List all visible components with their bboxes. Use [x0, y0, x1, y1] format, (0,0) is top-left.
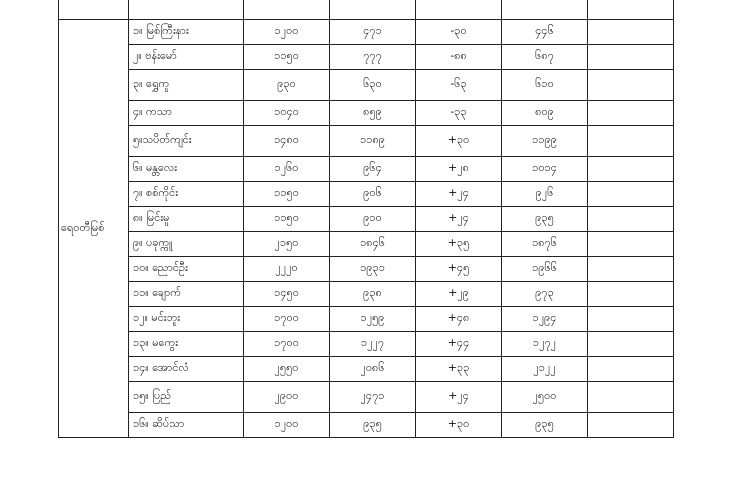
station-name-cell: ၁၃။ မကွေး — [129, 332, 244, 357]
empty-cell — [588, 257, 674, 282]
station-name-cell: ၅။သပိတ်ကျင်း — [129, 126, 244, 157]
table-row — [59, 382, 674, 413]
water-level-cell: ၁၂၅၉ — [330, 307, 416, 332]
change-cell: -၃၃ — [416, 101, 502, 126]
forecast-level-cell: ၁၂၉၄ — [502, 307, 588, 332]
empty-cell — [588, 70, 674, 101]
forecast-level-cell: ၆၈၇ — [502, 45, 588, 70]
forecast-level-cell: ၁၈၇၆ — [502, 232, 588, 257]
forecast-level-cell: ၆၁၀ — [502, 70, 588, 101]
table-row — [59, 20, 674, 45]
forecast-level-cell: ၁၉၆၆ — [502, 257, 588, 282]
forecast-level-cell: ၉၃၅ — [502, 413, 588, 438]
danger-level-cell: ၁၇၀၀ — [244, 307, 330, 332]
station-name-cell: ၆။ မန္တလေး — [129, 157, 244, 182]
water-level-cell: ၉၃၅ — [330, 413, 416, 438]
empty-cell — [588, 182, 674, 207]
empty-cell — [588, 413, 674, 438]
forecast-level-cell: ၉၇၃ — [502, 282, 588, 307]
danger-level-cell: ၉၃၀ — [244, 70, 330, 101]
table-row — [59, 257, 674, 282]
table-row — [59, 126, 674, 157]
table-row — [59, 70, 674, 101]
forecast-level-cell: ၉၃၅ — [502, 207, 588, 232]
station-name-cell: ၇။ စစ်ကိုင်း — [129, 182, 244, 207]
water-level-cell: ၂၄၇၁ — [330, 382, 416, 413]
water-level-cell: ၂၀၈၆ — [330, 357, 416, 382]
danger-level-cell: ၂၁၅၀ — [244, 232, 330, 257]
header-cell — [416, 0, 502, 20]
change-cell: -၆၃ — [416, 70, 502, 101]
station-name-cell: ၁၅။ ပြည် — [129, 382, 244, 413]
table-header-row — [59, 0, 674, 20]
danger-level-cell: ၁၁၅၀ — [244, 45, 330, 70]
water-level-cell: ၁၁၈၉ — [330, 126, 416, 157]
forecast-level-cell: ၁၂၇၂ — [502, 332, 588, 357]
station-name-cell: ၄။ ကသာ — [129, 101, 244, 126]
river-group-label: ရေဝတီမြစ် — [59, 20, 129, 438]
change-cell: +၂၈ — [416, 157, 502, 182]
table-row — [59, 101, 674, 126]
danger-level-cell: ၁၂၀၀ — [244, 20, 330, 45]
table-row — [59, 232, 674, 257]
forecast-level-cell: ၂၅၀၀ — [502, 382, 588, 413]
danger-level-cell: ၂၉၀၀ — [244, 382, 330, 413]
danger-level-cell: ၁၁၅၀ — [244, 207, 330, 232]
empty-cell — [588, 232, 674, 257]
water-level-cell: ၉၃၈ — [330, 282, 416, 307]
empty-cell — [588, 45, 674, 70]
table-row — [59, 413, 674, 438]
station-name-cell: ၂။ ဗန်းမော် — [129, 45, 244, 70]
danger-level-cell: ၁၁၅၀ — [244, 182, 330, 207]
water-level-cell: ၁၂၂၇ — [330, 332, 416, 357]
empty-cell — [588, 20, 674, 45]
header-cell — [129, 0, 244, 20]
water-level-cell: ၉၆၄ — [330, 157, 416, 182]
empty-cell — [588, 307, 674, 332]
station-name-cell: ၁။ မြစ်ကြီးနား — [129, 20, 244, 45]
danger-level-cell: ၁၂၀၀ — [244, 413, 330, 438]
station-name-cell: ၁၄။ အောင်လံ — [129, 357, 244, 382]
table-row — [59, 207, 674, 232]
forecast-level-cell: ၁၀၁၄ — [502, 157, 588, 182]
change-cell: +၄၄ — [416, 332, 502, 357]
water-level-cell: ၉၁၀ — [330, 207, 416, 232]
danger-level-cell: ၁၄၈၀ — [244, 126, 330, 157]
change-cell: +၃၀ — [416, 126, 502, 157]
change-cell: -၈၈ — [416, 45, 502, 70]
danger-level-cell: ၂၅၅၀ — [244, 357, 330, 382]
table-row — [59, 357, 674, 382]
water-level-cell: ၇၇၇ — [330, 45, 416, 70]
table-body — [59, 0, 674, 438]
forecast-level-cell: ၉၂၆ — [502, 182, 588, 207]
station-name-cell: ၁၀။ ညောင်ဦး — [129, 257, 244, 282]
forecast-level-cell: ၁၁၉၉ — [502, 126, 588, 157]
empty-cell — [588, 207, 674, 232]
empty-cell — [588, 126, 674, 157]
water-level-cell: ၆၃၀ — [330, 70, 416, 101]
station-name-cell: ၁၁။ ချောက် — [129, 282, 244, 307]
table-row — [59, 307, 674, 332]
empty-cell — [588, 101, 674, 126]
danger-level-cell: ၂၂၂၀ — [244, 257, 330, 282]
danger-level-cell: ၁၀၄၀ — [244, 101, 330, 126]
station-name-cell: ၁၂။ မင်းဘူး — [129, 307, 244, 332]
change-cell: +၃၀ — [416, 413, 502, 438]
water-level-cell: ၁၉၃၁ — [330, 257, 416, 282]
change-cell: +၂၄ — [416, 382, 502, 413]
table-row — [59, 332, 674, 357]
water-level-table — [58, 0, 674, 438]
water-level-cell: ၄၇၁ — [330, 20, 416, 45]
station-name-cell: ၃။ ရွှေကူ — [129, 70, 244, 101]
forecast-level-cell: ၂၁၂၂ — [502, 357, 588, 382]
forecast-level-cell: ၄၄၆ — [502, 20, 588, 45]
table-row — [59, 182, 674, 207]
change-cell: +၂၄ — [416, 182, 502, 207]
table-row — [59, 157, 674, 182]
table-row — [59, 282, 674, 307]
empty-cell — [588, 157, 674, 182]
water-level-table-sheet — [58, 0, 750, 438]
station-name-cell: ၉။ ပခုက္ကူ — [129, 232, 244, 257]
water-level-cell: ၉၀၆ — [330, 182, 416, 207]
station-name-cell: ၈။ မြင်းမူ — [129, 207, 244, 232]
danger-level-cell: ၁၇၀၀ — [244, 332, 330, 357]
station-name-cell: ၁၆။ ဆိပ်သာ — [129, 413, 244, 438]
water-level-cell: ၈၅၉ — [330, 101, 416, 126]
table-row — [59, 45, 674, 70]
change-cell: +၂၄ — [416, 207, 502, 232]
water-level-cell: ၁၈၄၆ — [330, 232, 416, 257]
change-cell: +၃၅ — [416, 232, 502, 257]
empty-cell — [588, 282, 674, 307]
danger-level-cell: ၁၄၅၀ — [244, 282, 330, 307]
change-cell: +၄၈ — [416, 307, 502, 332]
change-cell: -၃၀ — [416, 20, 502, 45]
header-cell — [330, 0, 416, 20]
change-cell: +၂၉ — [416, 282, 502, 307]
empty-cell — [588, 332, 674, 357]
empty-cell — [588, 357, 674, 382]
header-cell — [588, 0, 674, 20]
header-cell — [244, 0, 330, 20]
forecast-level-cell: ၈၀၉ — [502, 101, 588, 126]
change-cell: +၃၃ — [416, 357, 502, 382]
empty-cell — [588, 382, 674, 413]
change-cell: +၄၅ — [416, 257, 502, 282]
header-cell — [502, 0, 588, 20]
danger-level-cell: ၁၂၆၀ — [244, 157, 330, 182]
header-cell — [59, 0, 129, 20]
